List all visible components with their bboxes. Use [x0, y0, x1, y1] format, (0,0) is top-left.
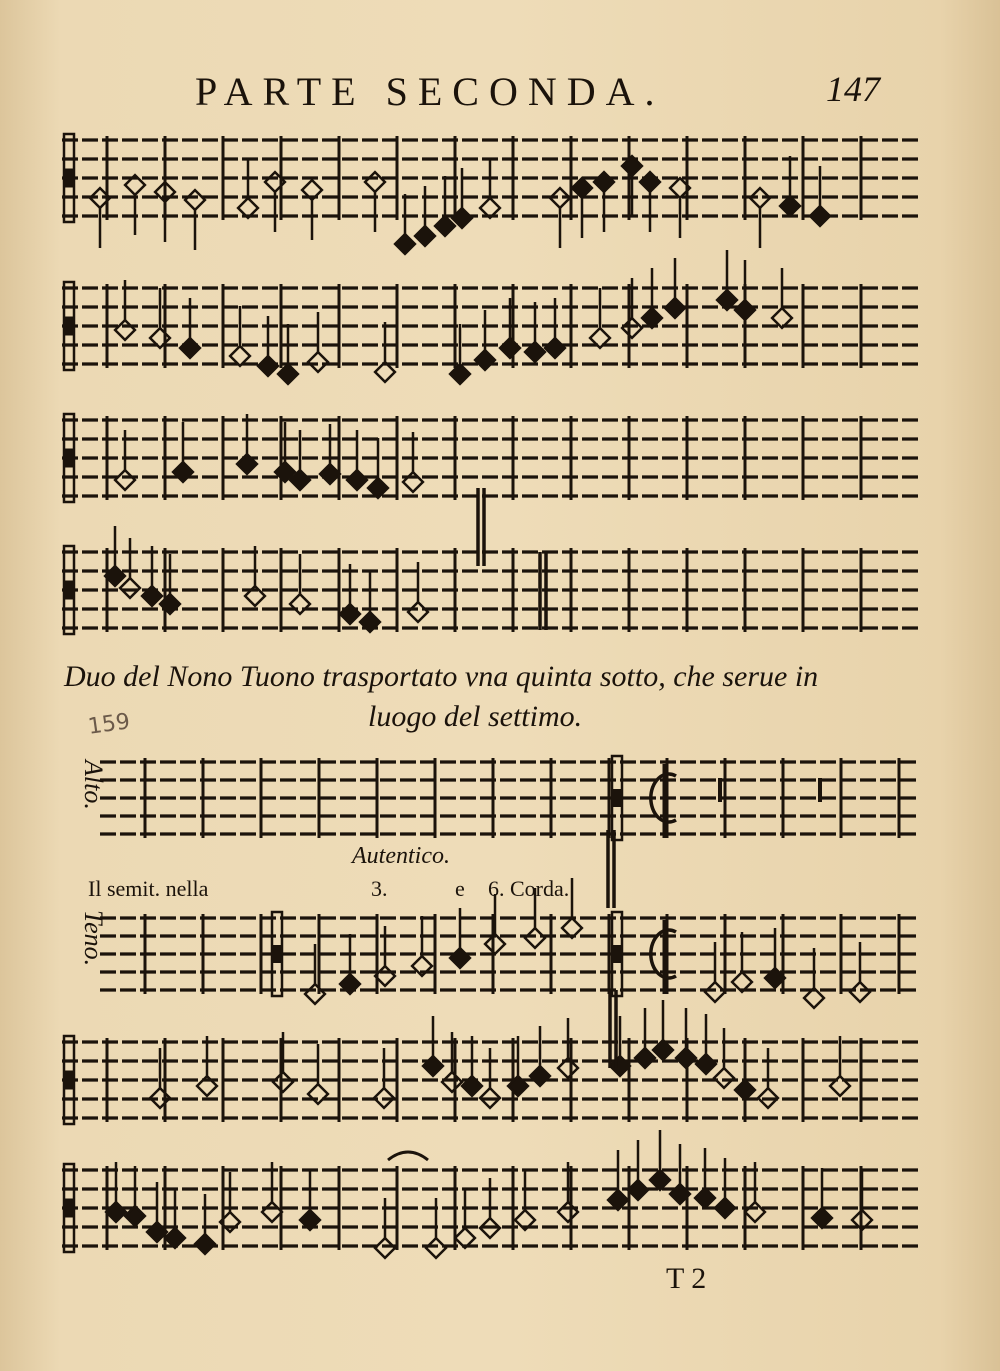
clef-icon: [63, 1071, 75, 1090]
note-head-icon: [640, 172, 660, 192]
note-head-icon: [450, 364, 470, 384]
note-head-icon: [395, 234, 415, 254]
note-head-icon: [115, 470, 135, 490]
note-head-icon: [273, 1072, 293, 1092]
semitone-note-prefix: Il semit. nella: [88, 876, 209, 901]
note-head-icon: [530, 1066, 550, 1086]
note-head-icon: [780, 196, 800, 216]
note-head-icon: [106, 1202, 126, 1222]
clef-icon: [63, 169, 75, 188]
note-head-icon: [810, 206, 830, 226]
note-head-icon: [714, 1068, 734, 1088]
note-head-icon: [365, 172, 385, 192]
note-head-icon: [120, 578, 140, 598]
note-head-icon: [403, 472, 423, 492]
note-head-icon: [173, 462, 193, 482]
note-head-icon: [347, 470, 367, 490]
note-head-icon: [262, 1202, 282, 1222]
note-head-icon: [415, 226, 435, 246]
note-head-icon: [442, 1072, 462, 1092]
mode-label: Autentico.: [352, 843, 450, 869]
note-head-icon: [258, 356, 278, 376]
note-head-icon: [290, 594, 310, 614]
rest-icon: [818, 778, 822, 802]
note-head-icon: [635, 1048, 655, 1068]
note-head-icon: [650, 1170, 670, 1190]
note-head-icon: [665, 298, 685, 318]
note-head-icon: [558, 1202, 578, 1222]
note-head-icon: [628, 1180, 648, 1200]
note-head-icon: [160, 594, 180, 614]
semitone-note-six: 6. Corda.: [488, 876, 570, 901]
piece-title-line-1: Duo del Nono Tuono trasportato vna quinta sotto, che serue in: [64, 660, 819, 693]
note-head-icon: [115, 320, 135, 340]
handwritten-page-note: 159: [86, 709, 132, 740]
note-head-icon: [180, 338, 200, 358]
slur-icon: [388, 1152, 428, 1160]
rest-icon: [718, 778, 722, 802]
note-head-icon: [426, 1238, 446, 1258]
note-head-icon: [423, 1056, 443, 1076]
note-head-icon: [408, 602, 428, 622]
piece-title-line-2: luogo del settimo.: [368, 700, 583, 733]
note-head-icon: [745, 1202, 765, 1222]
note-head-icon: [696, 1054, 716, 1074]
note-head-icon: [375, 1238, 395, 1258]
note-head-icon: [572, 178, 592, 198]
note-head-icon: [545, 338, 565, 358]
note-head-icon: [594, 172, 614, 192]
clef-icon: [271, 945, 283, 963]
note-head-icon: [705, 982, 725, 1002]
note-head-icon: [812, 1208, 832, 1228]
clef-icon: [611, 945, 623, 963]
note-head-icon: [676, 1048, 696, 1068]
semitone-note-three: 3.: [371, 876, 388, 901]
clef-icon: [63, 1199, 75, 1218]
note-head-icon: [525, 928, 545, 948]
note-head-icon: [320, 464, 340, 484]
note-head-icon: [308, 1084, 328, 1104]
note-head-icon: [450, 948, 470, 968]
note-head-icon: [622, 318, 642, 338]
note-head-icon: [695, 1188, 715, 1208]
note-head-icon: [305, 984, 325, 1004]
note-head-icon: [850, 982, 870, 1002]
note-head-icon: [500, 338, 520, 358]
note-head-icon: [308, 352, 328, 372]
note-head-icon: [195, 1234, 215, 1254]
clef-icon: [63, 317, 75, 336]
note-head-icon: [715, 1198, 735, 1218]
page-number: 147: [826, 69, 880, 109]
note-head-icon: [185, 190, 205, 210]
clef-icon: [611, 789, 623, 807]
note-head-icon: [475, 350, 495, 370]
voice-label-alto: Alto.: [79, 760, 108, 810]
running-title: PARTE SECONDA.: [195, 69, 665, 114]
clef-icon: [63, 449, 75, 468]
signature-mark: T 2: [666, 1262, 707, 1295]
voice-label-tenor: Teno.: [79, 910, 108, 967]
clef-icon: [63, 581, 75, 600]
note-head-icon: [610, 1056, 630, 1076]
note-head-icon: [735, 1080, 755, 1100]
note-head-icon: [340, 604, 360, 624]
note-head-icon: [735, 300, 755, 320]
semitone-note-and: e: [455, 876, 465, 901]
